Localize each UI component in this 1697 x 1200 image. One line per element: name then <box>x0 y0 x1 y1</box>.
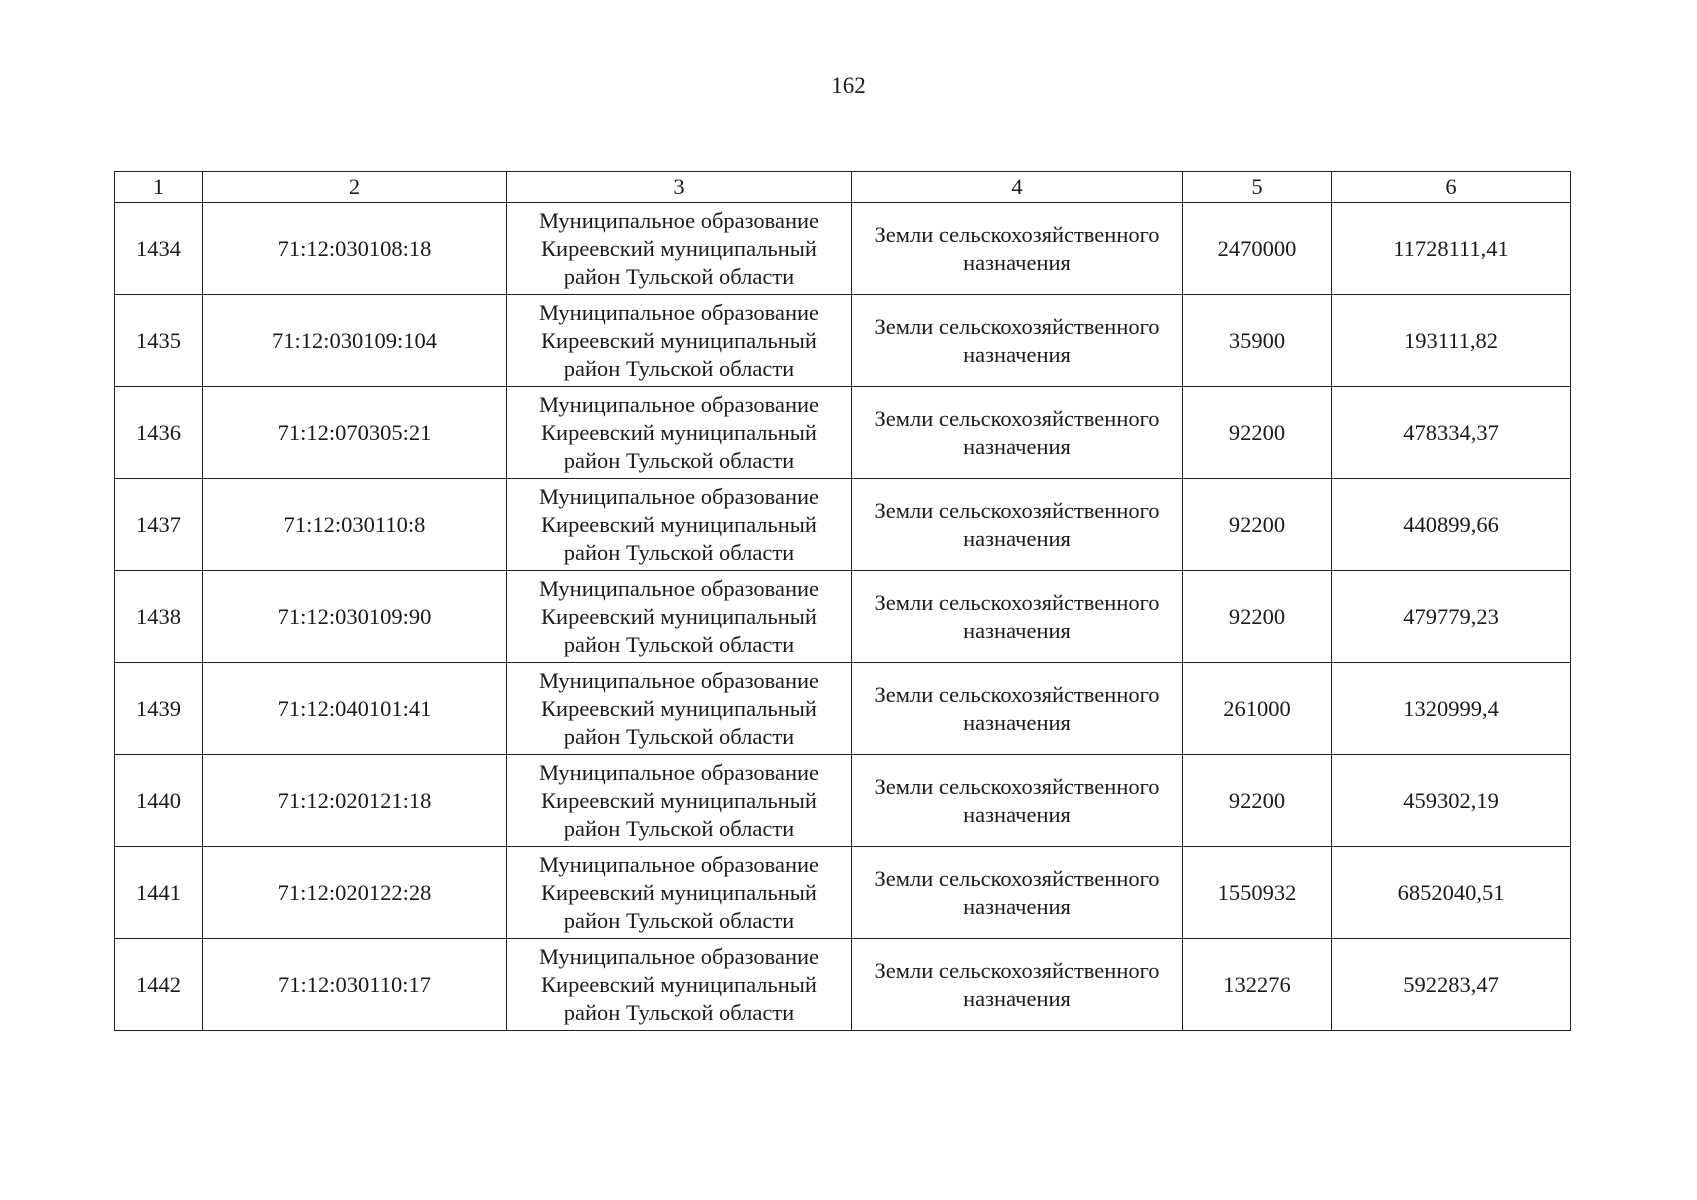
land-category-cell: Земли сельскохозяйственного назначения <box>852 847 1183 939</box>
column-header-4: 4 <box>852 172 1183 203</box>
table-row <box>115 295 1571 387</box>
row-number-cell: 1441 <box>115 847 203 939</box>
cadastral-value-cell: 478334,37 <box>1332 387 1571 479</box>
area-cell: 132276 <box>1183 939 1332 1031</box>
row-number-cell: 1436 <box>115 387 203 479</box>
cadastral-number-cell: 71:12:030110:17 <box>203 939 507 1031</box>
cadastral-value-cell: 440899,66 <box>1332 479 1571 571</box>
cadastral-value-cell: 479779,23 <box>1332 571 1571 663</box>
cadastral-value-cell: 1320999,4 <box>1332 663 1571 755</box>
owner-cell: Муниципальное образование Киреевский муниципальный район Тульской области <box>507 663 852 755</box>
area-cell: 261000 <box>1183 663 1332 755</box>
cadastral-number-cell: 71:12:030109:104 <box>203 295 507 387</box>
table-row <box>115 847 1571 939</box>
row-number-cell: 1439 <box>115 663 203 755</box>
land-category-cell: Земли сельскохозяйственного назначения <box>852 939 1183 1031</box>
area-cell: 1550932 <box>1183 847 1332 939</box>
land-category-cell: Земли сельскохозяйственного назначения <box>852 479 1183 571</box>
cadastral-value-cell: 459302,19 <box>1332 755 1571 847</box>
owner-cell: Муниципальное образование Киреевский муниципальный район Тульской области <box>507 939 852 1031</box>
cadastral-number-cell: 71:12:030108:18 <box>203 203 507 295</box>
column-header-6: 6 <box>1332 172 1571 203</box>
row-number-cell: 1437 <box>115 479 203 571</box>
land-category-cell: Земли сельскохозяйственного назначения <box>852 571 1183 663</box>
table-row <box>115 203 1571 295</box>
area-cell: 92200 <box>1183 755 1332 847</box>
row-number-cell: 1440 <box>115 755 203 847</box>
owner-cell: Муниципальное образование Киреевский муниципальный район Тульской области <box>507 387 852 479</box>
land-category-cell: Земли сельскохозяйственного назначения <box>852 663 1183 755</box>
table-row <box>115 755 1571 847</box>
land-registry-table <box>114 171 1571 1031</box>
table-row <box>115 571 1571 663</box>
owner-cell: Муниципальное образование Киреевский муниципальный район Тульской области <box>507 203 852 295</box>
owner-cell: Муниципальное образование Киреевский муниципальный район Тульской области <box>507 479 852 571</box>
row-number-cell: 1435 <box>115 295 203 387</box>
row-number-cell: 1442 <box>115 939 203 1031</box>
cadastral-value-cell: 11728111,41 <box>1332 203 1571 295</box>
land-category-cell: Земли сельскохозяйственного назначения <box>852 295 1183 387</box>
column-number-row <box>115 172 1571 203</box>
cadastral-value-cell: 592283,47 <box>1332 939 1571 1031</box>
cadastral-number-cell: 71:12:070305:21 <box>203 387 507 479</box>
area-cell: 92200 <box>1183 479 1332 571</box>
area-cell: 92200 <box>1183 387 1332 479</box>
column-header-3: 3 <box>507 172 852 203</box>
cadastral-value-cell: 193111,82 <box>1332 295 1571 387</box>
owner-cell: Муниципальное образование Киреевский муниципальный район Тульской области <box>507 847 852 939</box>
land-category-cell: Земли сельскохозяйственного назначения <box>852 387 1183 479</box>
area-cell: 92200 <box>1183 571 1332 663</box>
column-header-1: 1 <box>115 172 203 203</box>
table-row <box>115 387 1571 479</box>
row-number-cell: 1438 <box>115 571 203 663</box>
cadastral-number-cell: 71:12:040101:41 <box>203 663 507 755</box>
table-row <box>115 939 1571 1031</box>
cadastral-number-cell: 71:12:020121:18 <box>203 755 507 847</box>
table-row <box>115 663 1571 755</box>
row-number-cell: 1434 <box>115 203 203 295</box>
area-cell: 2470000 <box>1183 203 1332 295</box>
owner-cell: Муниципальное образование Киреевский муниципальный район Тульской области <box>507 571 852 663</box>
page-number: 162 <box>831 73 866 98</box>
land-category-cell: Земли сельскохозяйственного назначения <box>852 203 1183 295</box>
cadastral-value-cell: 6852040,51 <box>1332 847 1571 939</box>
table-row <box>115 479 1571 571</box>
cadastral-number-cell: 71:12:020122:28 <box>203 847 507 939</box>
column-header-5: 5 <box>1183 172 1332 203</box>
owner-cell: Муниципальное образование Киреевский муниципальный район Тульской области <box>507 295 852 387</box>
cadastral-number-cell: 71:12:030110:8 <box>203 479 507 571</box>
cadastral-number-cell: 71:12:030109:90 <box>203 571 507 663</box>
owner-cell: Муниципальное образование Киреевский муниципальный район Тульской области <box>507 755 852 847</box>
land-category-cell: Земли сельскохозяйственного назначения <box>852 755 1183 847</box>
area-cell: 35900 <box>1183 295 1332 387</box>
column-header-2: 2 <box>203 172 507 203</box>
